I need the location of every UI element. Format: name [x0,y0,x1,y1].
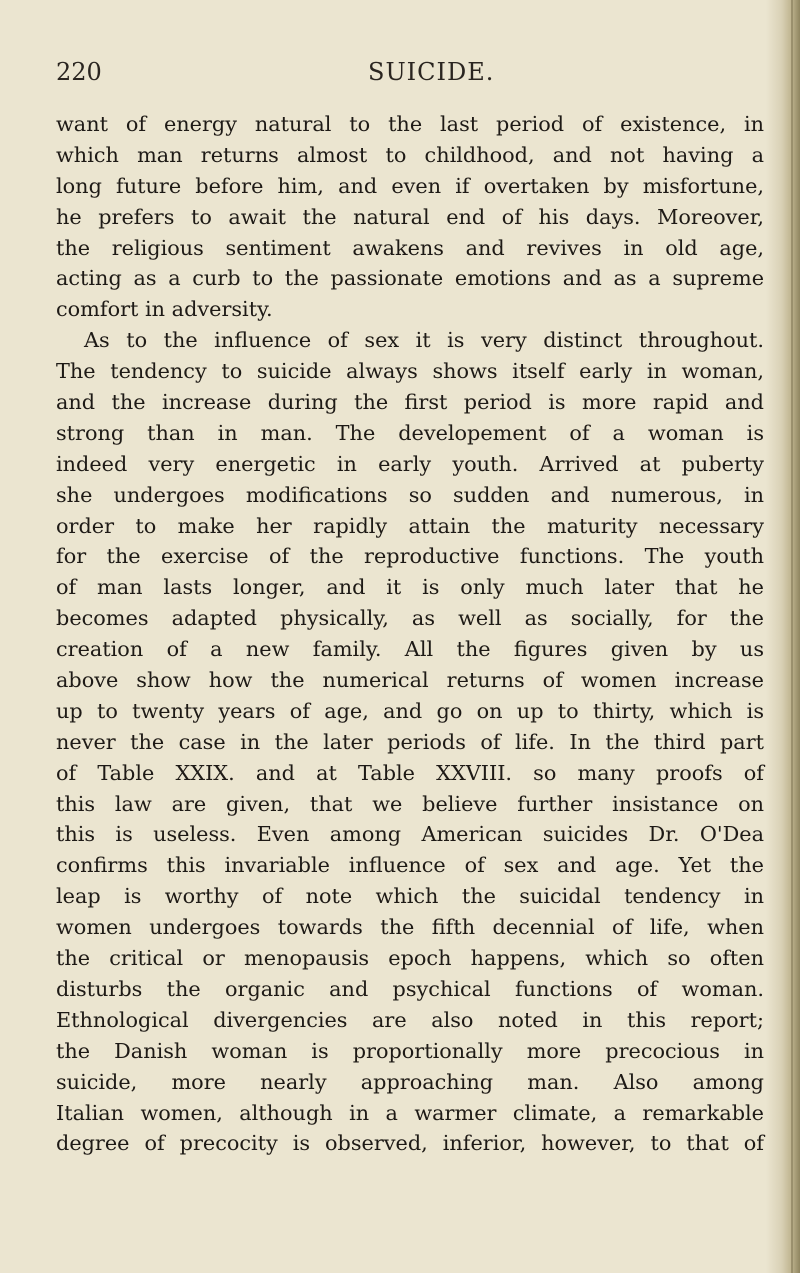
text-line: the religious sentiment awakens and revives in old age, [56,235,764,260]
text-line: As to the influence of sex it is very distinct throughout. [84,328,764,353]
text-line: order to make her rapidly attain the maturity necessary [56,513,764,538]
text-line: strong than in man. The developement of a woman is [56,420,764,445]
text-line: Italian women, although in a warmer climate, a remarkable [56,1100,764,1125]
page-number: 220 [56,58,102,86]
text-line: long future before him, and even if overtaken by misfortune, [56,173,764,198]
text-line: confirms this invariable influence of sex and age. Yet the [56,853,764,878]
text-line: for the exercise of the reproductive functions. The youth [56,544,764,569]
text-line: suicide, more nearly approaching man. Also among [56,1069,764,1094]
text-line: the critical or menopausis epoch happens, which so often [56,946,764,971]
text-line: leap is worthy of note which the suicidal tendency in [56,884,764,909]
text-line: of man lasts longer, and it is only much later that he [56,575,764,600]
text-line: she undergoes modifications so sudden and numerous, in [56,482,764,507]
text-line: want of energy natural to the last period of existence, in [56,112,764,136]
text-line: he prefers to await the natural end of his days. Moreover, [56,204,764,229]
text-line: indeed very energetic in early youth. Arrived at puberty [56,451,764,476]
text-line: becomes adapted physically, as well as socially, for the [56,606,764,631]
text-line: which man returns almost to childhood, and not having a [56,142,764,167]
page-edge-shadow [766,0,800,1273]
text-line: of Table XXIX. and at Table XXVIII. so many proofs of [56,760,764,785]
body-text [56,109,764,1159]
text-line: the Danish woman is proportionally more precocious in [56,1038,764,1063]
text-line: acting as a curb to the passionate emotions and as a supreme [56,266,764,291]
page-header [56,58,746,92]
text-line: Ethnological divergencies are also noted in this report; [56,1007,764,1032]
text-line: above show how the numerical returns of women increase [56,668,764,693]
text-line: comfort in adversity. [56,297,273,322]
text-line: never the case in the later periods of life. In the third part [56,729,764,754]
page-edge-line [791,0,793,1273]
text-line: women undergoes towards the fifth decennial of life, when [56,915,764,940]
text-line: this law are given, that we believe further insistance on [56,791,764,816]
running-head: SUICIDE. [368,58,495,86]
text-line: The tendency to suicide always shows itself early in woman, [56,359,764,384]
text-line: degree of precocity is observed, inferior, however, to that of [56,1131,764,1156]
text-line: creation of a new family. All the figures given by us [56,637,764,662]
text-line: disturbs the organic and psychical functions of woman. [56,976,764,1001]
text-line: and the increase during the first period is more rapid and [56,390,764,415]
text-line: this is useless. Even among American suicides Dr. O'Dea [56,822,764,847]
text-line: up to twenty years of age, and go on up to thirty, which is [56,698,764,723]
